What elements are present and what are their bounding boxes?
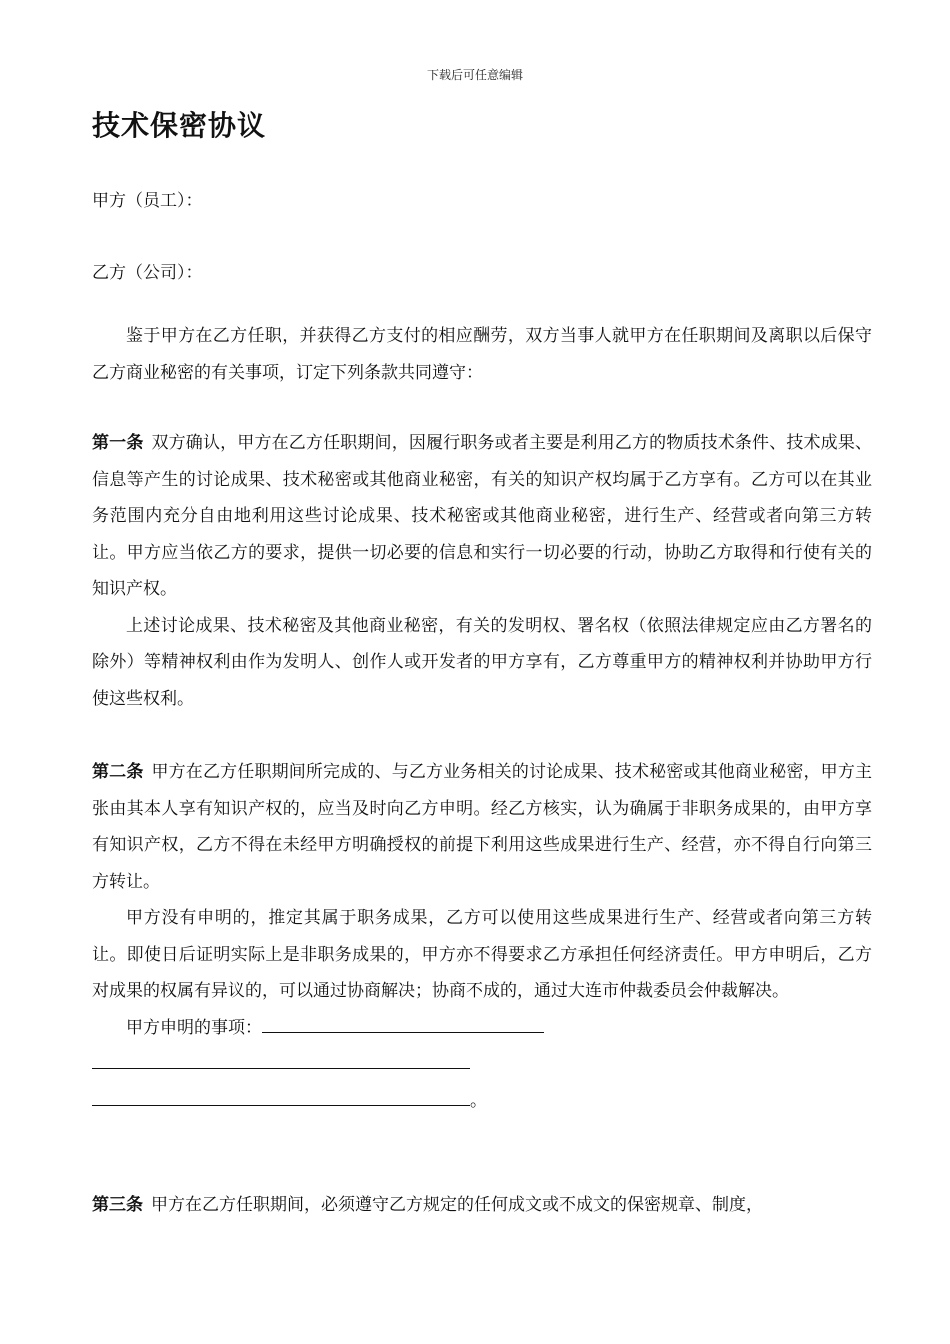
declaration-row-3 — [92, 1083, 872, 1120]
declaration-blank-1[interactable] — [262, 1010, 544, 1033]
declaration-blank-3[interactable] — [92, 1083, 470, 1106]
article-3-paragraph-1 — [92, 1187, 872, 1224]
declaration-row — [92, 1010, 872, 1047]
header-note: 下载后可任意编辑 — [426, 68, 523, 82]
article-1-title: 第一条 — [92, 433, 144, 453]
article-2-section — [92, 754, 872, 1119]
article-2-paragraph-1 — [92, 754, 872, 900]
article-1-section — [92, 425, 872, 717]
article-2-paragraph-2: 甲方没有申明的，推定其属于职务成果，乙方可以使用这些成果进行生产、经营或者向第三方转让。即使日后证明实际上是非职务成果的，甲方亦不得要求乙方承担任何经济责任。甲方申明后，乙方对成果的权属有异议的，可以通过协商解决；协商不成的，通过大连市仲裁委员会仲裁解决。 — [92, 908, 872, 1001]
article-3-text: 甲方在乙方任职期间，必须遵守乙方规定的任何成文或不成文的保密规章、制度， — [151, 1195, 763, 1215]
article-2-text: 甲方在乙方任职期间所完成的、与乙方业务相关的讨论成果、技术秘密或其他商业秘密，甲方主张由其本人享有知识产权的，应当及时向乙方申明。经乙方核实，认为确属于非职务成果的，由甲方享有知识产权，乙方不得在未经甲方明确授权的前提下利用这些成果进行生产、经营，亦不得自行向第三方转让。 — [92, 762, 873, 892]
article-1-paragraph-2: 上述讨论成果、技术秘密及其他商业秘密，有关的发明权、署名权（依照法律规定应由乙方署名的除外）等精神权利由作为发明人、创作人或开发者的甲方享有，乙方尊重甲方的精神权利并协助甲方行使这些权利。 — [92, 615, 872, 709]
preamble-paragraph: 鉴于甲方在乙方任职，并获得乙方支付的相应酬劳，双方当事人就甲方在任职期间及离职以后保守乙方商业秘密的有关事项，订定下列条款共同遵守： — [92, 326, 872, 383]
document-title: 技术保密协议 — [92, 109, 267, 142]
party-b-line: 乙方（公司）： — [92, 263, 203, 283]
preamble-section — [92, 318, 872, 391]
declaration-blank-2[interactable] — [92, 1046, 470, 1069]
article-1-text: 双方确认，甲方在乙方任职期间，因履行职务或者主要是利用乙方的物质技术条件、技术成果、信息等产生的讨论成果、技术秘密或其他商业秘密，有关的知识产权均属于乙方享有。乙方可以在其业务范围内充分自由地利用这些讨论成果、技术秘密或其他商业秘密，进行生产、经营或者向第三方转让。甲方应当依乙方的要求，提供一切必要的信息和实行一切必要的行动，协助乙方取得和行使有关的知识产权。 — [92, 433, 873, 599]
article-3-title: 第三条 — [92, 1195, 143, 1215]
declaration-row-2 — [92, 1046, 872, 1083]
article-3-section — [92, 1187, 872, 1224]
party-a-line: 甲方（员工）： — [92, 191, 203, 211]
article-2-title: 第二条 — [92, 762, 144, 782]
declaration-end-mark: 。 — [470, 1090, 487, 1111]
declaration-label: 甲方申明的事项： — [126, 1017, 262, 1038]
article-1-paragraph-1 — [92, 425, 872, 608]
